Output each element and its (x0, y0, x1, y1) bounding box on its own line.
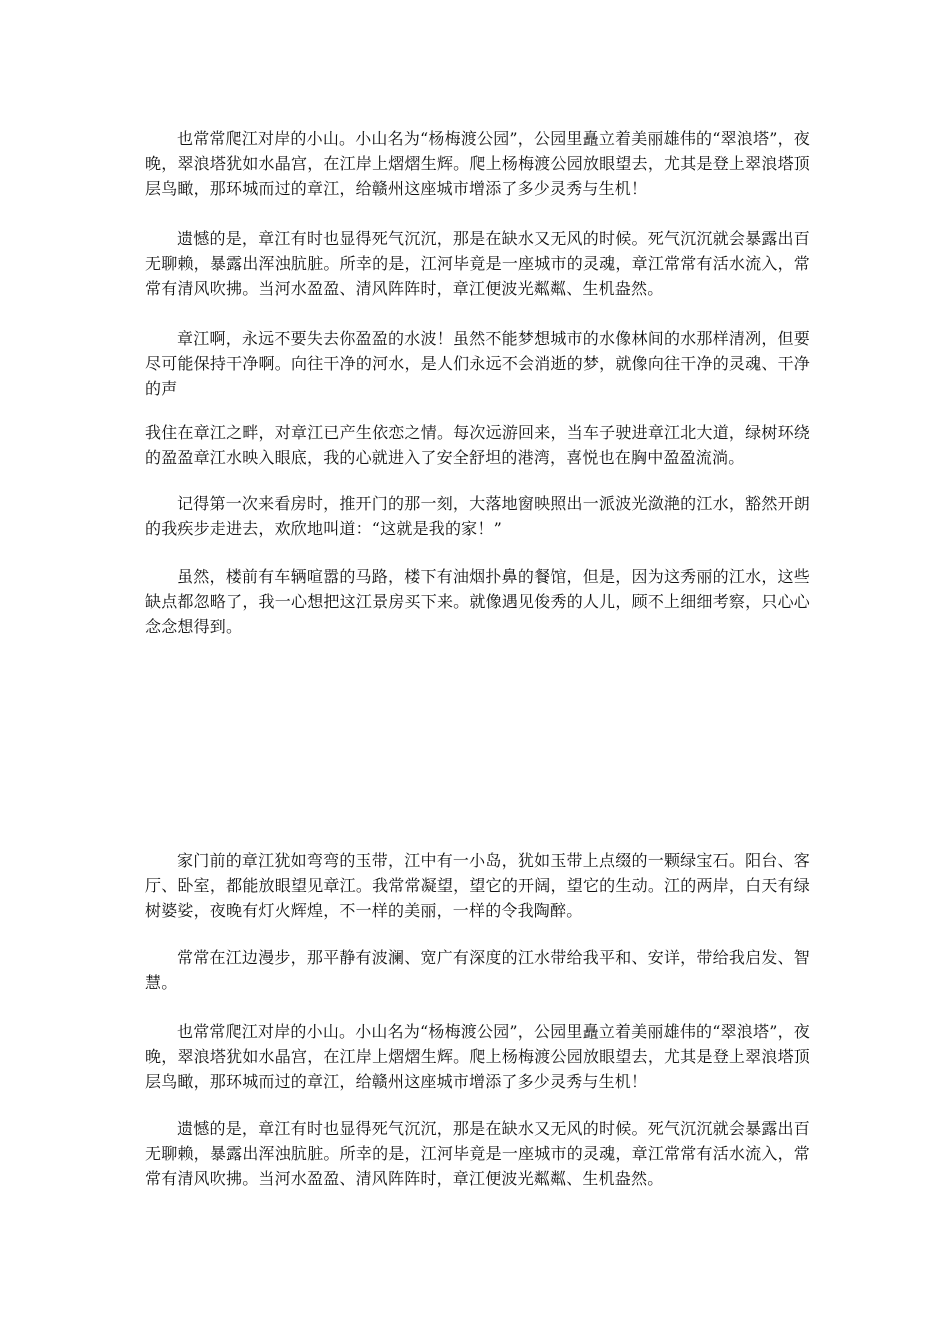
paragraph-8: 常常在江边漫步，那平静有波澜、宽广有深度的江水带给我平和、安详，带给我启发、智慧。 (145, 948, 810, 992)
paragraph-10: 遗憾的是，章江有时也显得死气沉沉，那是在缺水又无风的时候。死气沉沉就会暴露出百无聊赖，暴露出浑浊肮脏。所幸的是，江河毕竟是一座城市的灵魂，章江常常有活水流入，常常有清风吹拂。当河水盈盈、清风阵阵时，章江便波光粼粼、生机盎然。 (145, 1119, 810, 1188)
paragraph-9: 也常常爬江对岸的小山。小山名为“杨梅渡公园”，公园里矗立着美丽雄伟的“翠浪塔”，夜晚，翠浪塔犹如水晶宫，在江岸上熠熠生辉。爬上杨梅渡公园放眼望去，尤其是登上翠浪塔顶层鸟瞰，那环城而过的章江，给赣州这座城市增添了多少灵秀与生机！ (145, 1022, 810, 1091)
paragraph-7: 家门前的章江犹如弯弯的玉带，江中有一小岛，犹如玉带上点缀的一颗绿宝石。阳台、客厅、卧室，都能放眼望见章江。我常常凝望，望它的开阔，望它的生动。江的两岸，白天有绿树婆娑，夜晚有灯火辉煌，不一样的美丽，一样的令我陶醉。 (145, 851, 810, 920)
paragraph-2: 遗憾的是，章江有时也显得死气沉沉，那是在缺水又无风的时候。死气沉沉就会暴露出百无聊赖，暴露出浑浊肮脏。所幸的是，江河毕竟是一座城市的灵魂，章江常常有活水流入，常常有清风吹拂。当河水盈盈、清风阵阵时，章江便波光粼粼、生机盎然。 (145, 229, 810, 298)
paragraph-4: 我住在章江之畔，对章江已产生依恋之情。每次远游回来，当车子驶进章江北大道，绿树环绕的盈盈章江水映入眼底，我的心就进入了安全舒坦的港湾，喜悦也在胸中盈盈流淌。 (145, 423, 810, 467)
paragraph-1: 也常常爬江对岸的小山。小山名为“杨梅渡公园”，公园里矗立着美丽雄伟的“翠浪塔”，夜晚，翠浪塔犹如水晶宫，在江岸上熠熠生辉。爬上杨梅渡公园放眼望去，尤其是登上翠浪塔顶层鸟瞰，那环城而过的章江，给赣州这座城市增添了多少灵秀与生机！ (145, 129, 810, 198)
paragraph-3: 章江啊，永远不要失去你盈盈的水波！虽然不能梦想城市的水像林间的水那样清冽，但要尽可能保持干净啊。向往干净的河水，是人们永远不会消逝的梦，就像向往干净的灵魂、干净的声 (145, 329, 810, 398)
paragraph-5: 记得第一次来看房时，推开门的那一刻，大落地窗映照出一派波光潋滟的江水，豁然开朗的我疾步走进去，欢欣地叫道：“这就是我的家！” (145, 494, 810, 538)
paragraph-6: 虽然，楼前有车辆喧嚣的马路，楼下有油烟扑鼻的餐馆，但是，因为这秀丽的江水，这些缺点都忽略了，我一心想把这江景房买下来。就像遇见俊秀的人儿，顾不上细细考察，只心心念念想得到。 (145, 567, 810, 636)
